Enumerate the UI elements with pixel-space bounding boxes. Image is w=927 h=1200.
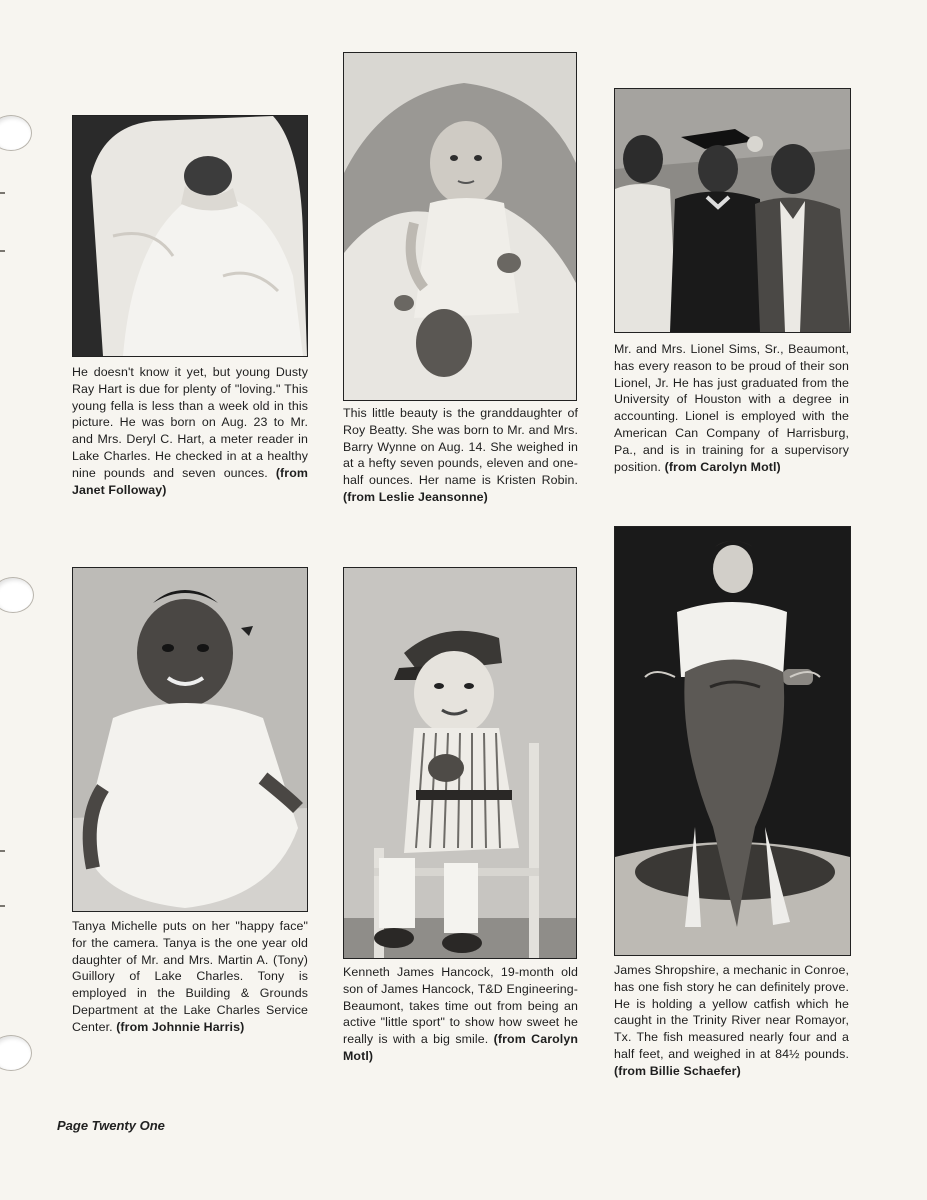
caption-text: Tanya Michelle puts on her "happy face" for the camera. Tanya is the one year old daughter of Mr. and Mrs. Martin A. (Tony) Guillory of Lake Charles. Tony is employed in the Building & Grounds Department at the Lake Charles Service Center. — [72, 919, 308, 1034]
caption-credit: (from Leslie Jeansonne) — [343, 489, 488, 504]
caption-text: James Shropshire, a mechanic in Conroe, has one fish story he can definitely prove. He is holding a yellow catfish which he caught in the Trinity River near Romayor, Tx. The fish measured nearly four and a half feet, and weighed in at 84½ pounds. — [614, 963, 849, 1061]
margin-mark — [0, 192, 5, 194]
page-number: Page Twenty One — [57, 1118, 165, 1133]
photo-baby-girl — [343, 52, 577, 401]
margin-mark — [0, 850, 5, 852]
caption-credit: (from Johnnie Harris) — [116, 1019, 245, 1034]
photo-smiling-baby-girl — [72, 567, 308, 912]
binder-hole — [0, 577, 34, 613]
photo-newborn-in-blanket — [72, 115, 308, 357]
caption-1 — [72, 364, 308, 498]
photo-graduate-with-parents — [614, 88, 851, 333]
caption-credit: (from Billie Schaefer) — [614, 1063, 741, 1078]
photo-toddler-in-cap — [343, 567, 577, 959]
caption-text: Kenneth James Hancock, 19-month old son of James Hancock, T&D Engineering-Beaumont, takes time out from being an active "little sport" to show how sweet he really is with a big smile. — [343, 965, 578, 1047]
caption-credit: (from Carolyn Motl) — [664, 459, 781, 474]
caption-6 — [614, 962, 849, 1080]
caption-text: He doesn't know it yet, but young Dusty Ray Hart is due for plenty of "loving." This young fella is less than a week old in this picture. He was born on Aug. 23 to Mr. and Mrs. Deryl C. Hart, a meter reader in Lake Charles. He checked in at a healthy nine pounds and seven ounces. — [72, 365, 308, 480]
caption-text: This little beauty is the granddaughter of Roy Beatty. She was born to Mr. and Mrs. Barry Wynne on Aug. 14. She weighed in at a hefty seven pounds, eleven and one-half ounces. Her name is Kristen Robin. — [343, 406, 578, 488]
caption-2 — [343, 405, 578, 506]
caption-credit: (from Janet Followay) — [72, 465, 308, 497]
binder-hole — [0, 1035, 32, 1071]
margin-mark — [0, 905, 5, 907]
caption-credit: (from Carolyn Motl) — [343, 1032, 578, 1063]
caption-3 — [614, 341, 849, 475]
photo-man-with-catfish — [614, 526, 851, 956]
caption-5 — [343, 964, 578, 1065]
binder-hole — [0, 115, 32, 151]
caption-text: Mr. and Mrs. Lionel Sims, Sr., Beaumont, has every reason to be proud of their son Lionel, Jr. He has just graduated from the University of Houston with a degree in accounting. Lionel is employed with the American Can Company of Harrisburg, Pa., and is in training for a supervisory position. — [614, 342, 849, 474]
margin-mark — [0, 250, 5, 252]
caption-4 — [72, 918, 308, 1036]
